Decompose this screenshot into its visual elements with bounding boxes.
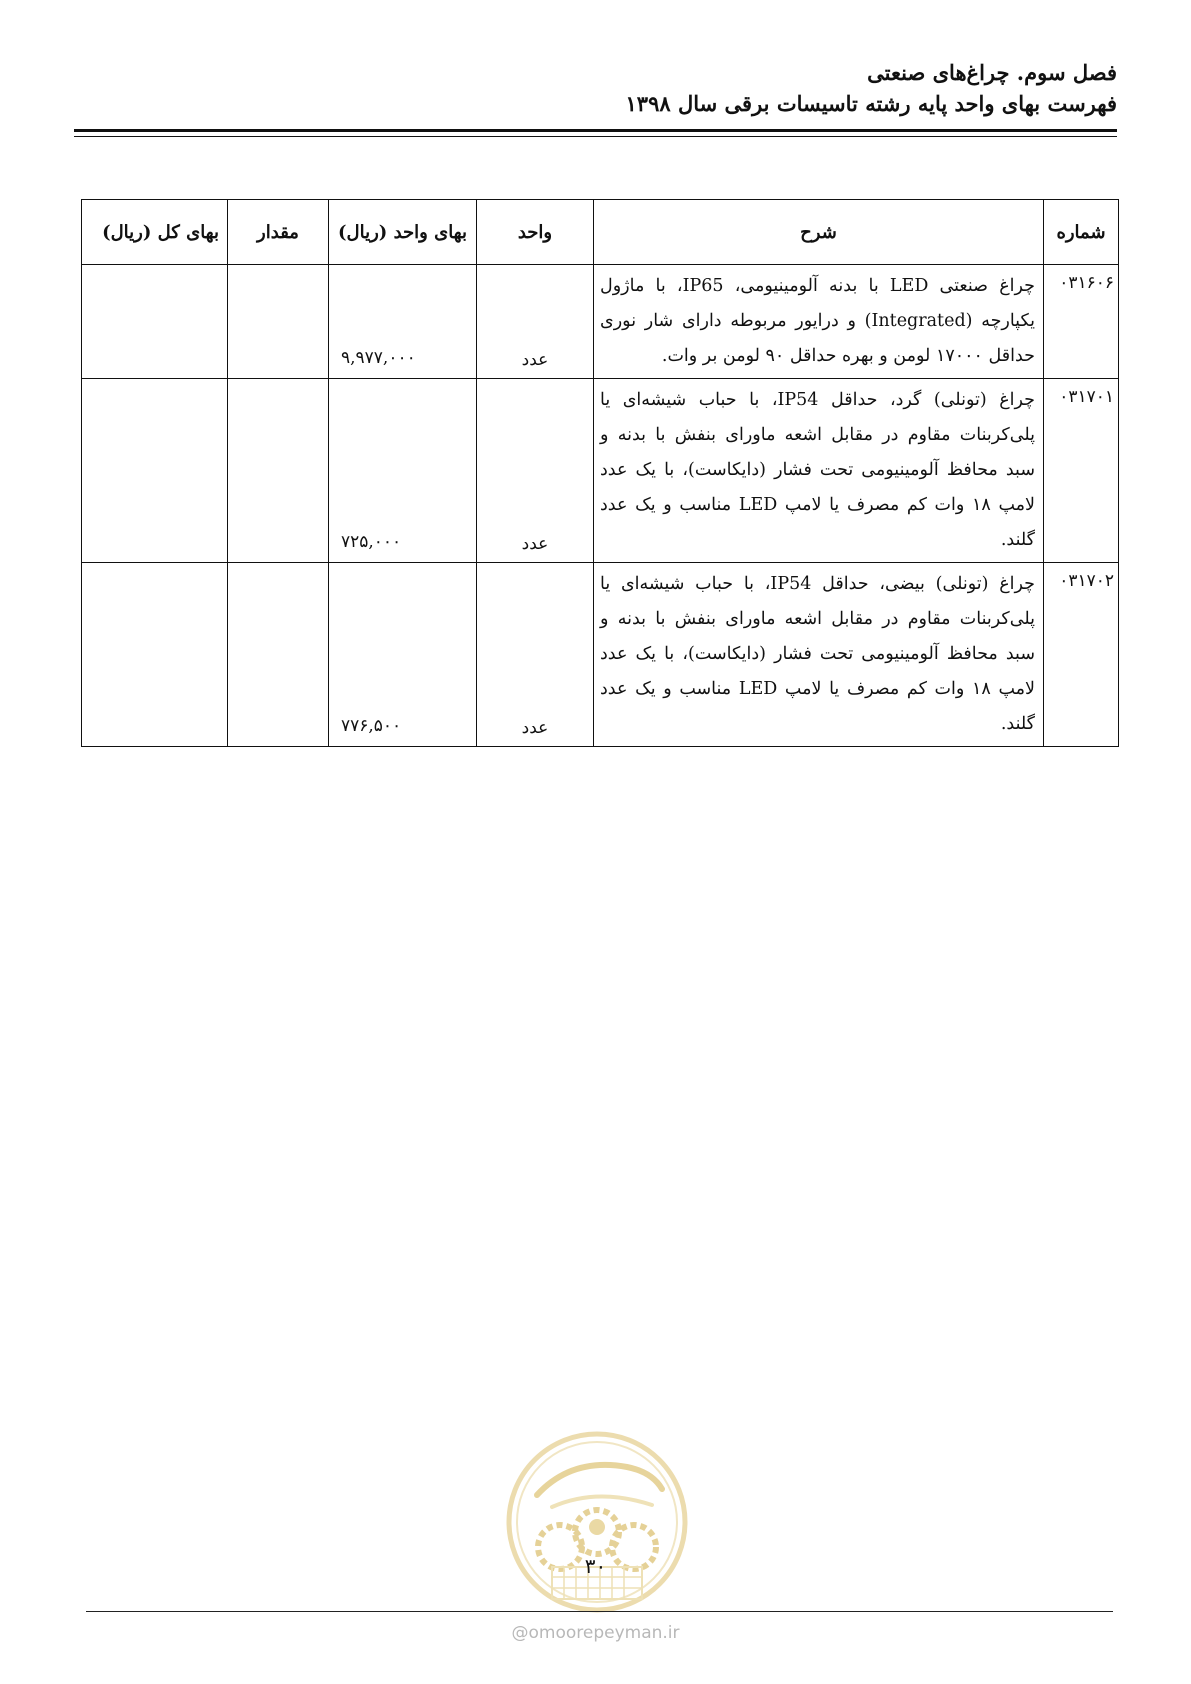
- item-quantity: [228, 563, 329, 747]
- item-number: ۰۳۱۶۰۶: [1044, 265, 1119, 379]
- price-table-container: [81, 199, 1118, 747]
- item-total: [82, 563, 228, 747]
- watermark-logo: [502, 1427, 692, 1617]
- column-header-total: بهای کل (ریال): [82, 200, 228, 265]
- footer-website: @omoorepeyman.ir: [511, 1623, 680, 1643]
- column-header-quantity: مقدار: [228, 200, 329, 265]
- table-row: [82, 265, 1119, 379]
- table-row: [82, 379, 1119, 563]
- price-table: [81, 199, 1119, 747]
- item-quantity: [228, 379, 329, 563]
- chapter-title: فصل سوم. چراغ‌های صنعتی: [867, 60, 1117, 85]
- item-description: چراغ (تونلی) گرد، حداقل IP54، با حباب شیشه‌ای یا پلی‌کربنات مقاوم در مقابل اشعه ماورای بنفش با بدنه و سبد محافظ آلومینیومی تحت فشار (دایکاست)، با یک عدد لامپ ۱۸ وات کم مصرف یا لامپ LED مناسب و یک عدد گلند.: [594, 379, 1044, 563]
- document-subtitle: فهرست بهای واحد پایه رشته تاسیسات برقی سال ۱۳۹۸: [625, 91, 1117, 116]
- column-header-unit: واحد: [477, 200, 594, 265]
- page-number: ۳۰: [584, 1554, 607, 1578]
- item-unit: عدد: [477, 265, 594, 379]
- page-header: [74, 58, 1117, 120]
- item-unit: عدد: [477, 379, 594, 563]
- footer-divider: [86, 1611, 1113, 1612]
- column-header-unit-price: بهای واحد (ریال): [329, 200, 477, 265]
- item-description: چراغ (تونلی) بیضی، حداقل IP54، با حباب شیشه‌ای یا پلی‌کربنات مقاوم در مقابل اشعه ماورای بنفش با بدنه و سبد محافظ آلومینیومی تحت فشار (دایکاست)، با یک عدد لامپ ۱۸ وات کم مصرف یا لامپ LED مناسب و یک عدد گلند.: [594, 563, 1044, 747]
- header-divider-thick: [74, 129, 1117, 132]
- item-number: ۰۳۱۷۰۲: [1044, 563, 1119, 747]
- item-number: ۰۳۱۷۰۱: [1044, 379, 1119, 563]
- item-total: [82, 379, 228, 563]
- item-quantity: [228, 265, 329, 379]
- table-row: [82, 563, 1119, 747]
- item-total: [82, 265, 228, 379]
- column-header-number: شماره: [1044, 200, 1119, 265]
- header-divider-thin: [74, 136, 1117, 137]
- table-header-row: [82, 200, 1119, 265]
- item-unit-price: ۹,۹۷۷,۰۰۰: [329, 265, 477, 379]
- column-header-description: شرح: [594, 200, 1044, 265]
- item-unit-price: ۷۲۵,۰۰۰: [329, 379, 477, 563]
- item-unit: عدد: [477, 563, 594, 747]
- item-unit-price: ۷۷۶,۵۰۰: [329, 563, 477, 747]
- item-description: چراغ صنعتی LED با بدنه آلومینیومی، IP65، با ماژول یکپارچه (Integrated) و درایور مربوطه دارای شار نوری حداقل ۱۷۰۰۰ لومن و بهره حداقل ۹۰ لومن بر وات.: [594, 265, 1044, 379]
